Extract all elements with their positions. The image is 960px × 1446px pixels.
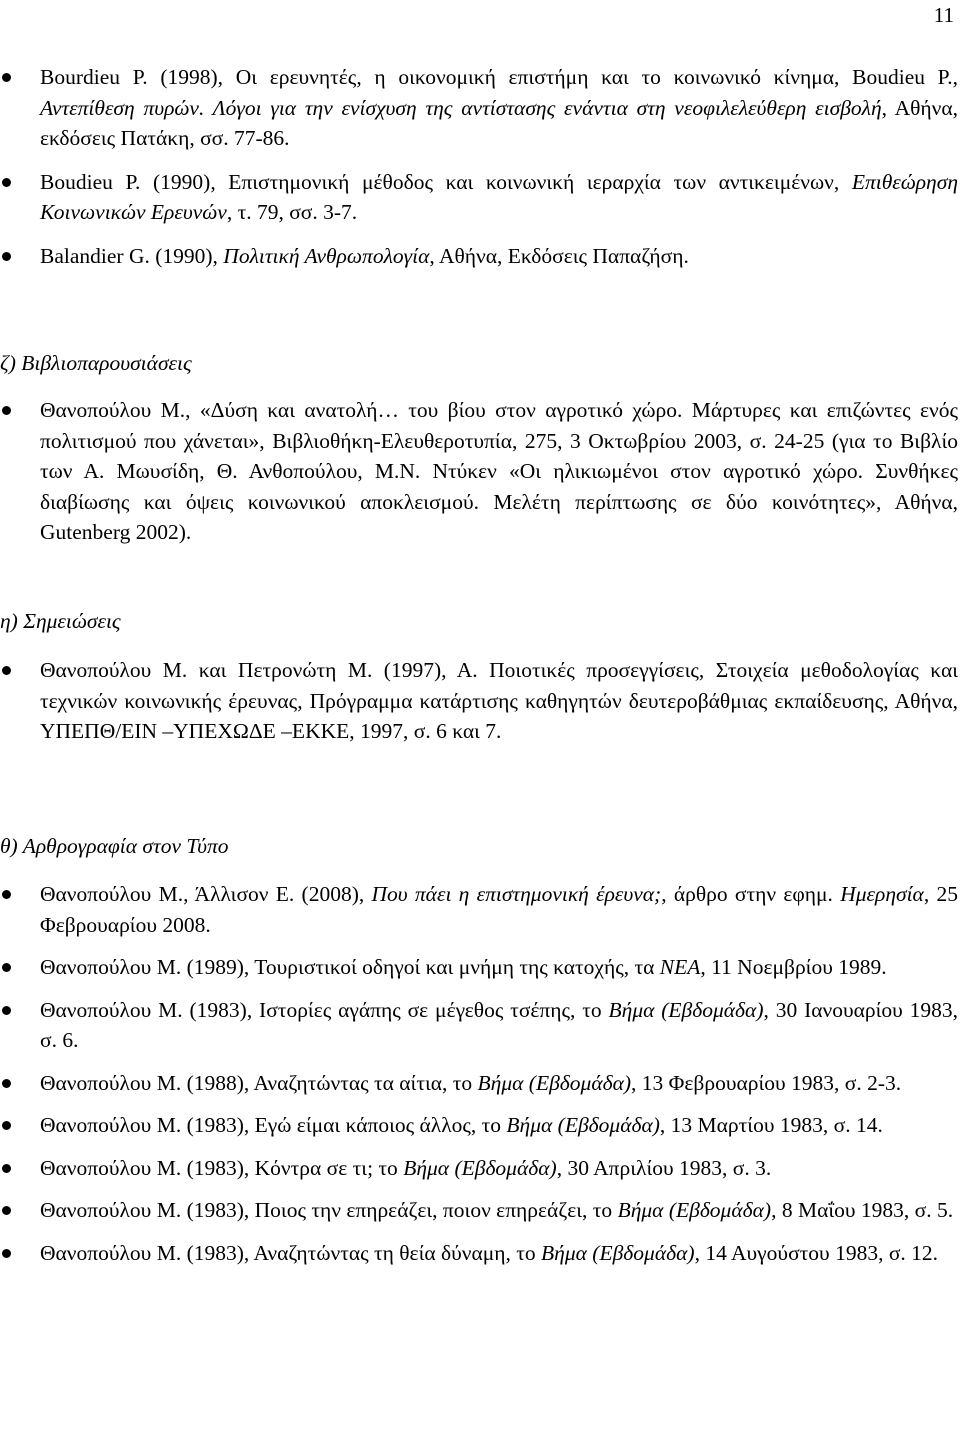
bullet-icon <box>2 1006 11 1015</box>
reference-item <box>0 1068 958 1099</box>
section-heading-notes: η) Σημειώσεις <box>0 609 121 633</box>
bullet-icon <box>2 963 11 972</box>
reference-item <box>0 1195 958 1226</box>
bullet-icon <box>2 1079 11 1088</box>
reference-text: , Αθήνα, εκδόσεις Πατάκη, σσ. 77-86. <box>40 95 959 150</box>
bullet-icon <box>2 890 11 899</box>
reference-text: , 8 Μαΐου 1983, σ. 5. <box>771 1198 954 1222</box>
page-number: 11 <box>933 3 954 27</box>
reference-list-top <box>0 62 958 271</box>
reference-italic-text: Βήμα (Εβδομάδα) <box>541 1240 695 1265</box>
reference-text: , άρθρο στην εφημ. <box>661 882 841 906</box>
reference-italic-text: Βήμα (Εβδομάδα) <box>617 1198 772 1222</box>
section-heading-press-articles: θ) Αρθρογραφία στον Τύπο <box>0 834 229 858</box>
reference-italic-text: ΝΕΑ <box>659 955 701 979</box>
reference-italic-text: Βήμα (Εβδομάδα) <box>608 997 764 1022</box>
reference-item <box>0 1153 958 1184</box>
reference-item <box>0 167 958 228</box>
bullet-icon <box>2 1121 11 1130</box>
reference-item <box>0 1238 958 1269</box>
reference-text: Θανοπούλου Μ. (1989), Τουριστικοί οδηγοί και μνήμη της κατοχής, τα <box>40 955 660 979</box>
reference-text: , τ. 79, σσ. 3-7. <box>226 200 358 224</box>
reference-text: Θανοπούλου Μ. και Πετρονώτη Μ. (1997), Α. Ποιοτικές προσεγγίσεις, Στοιχεία μεθοδολογίας και τεχνικών κοινωνικής έρευνας, Πρόγραμμα κατάρτισης καθηγητών δευτεροβάθμιας εκπαίδευσης, Αθήνα, ΥΠΕΠΘ/ΕΙΝ –ΥΠΕΧΩΔΕ –ΕΚΚΕ, 1997, σ. 6 και 7. <box>40 658 958 743</box>
reference-text: Θανοπούλου Μ. (1983), Αναζητώντας τη θεία δύναμη, το <box>40 1240 542 1265</box>
reference-italic-text: Βήμα (Εβδομάδα) <box>403 1155 557 1180</box>
reference-italic-text: Που πάει η επιστημονική έρευνα; <box>371 882 662 906</box>
reference-text: Θανοπούλου Μ. (1983), Ιστορίες αγάπης σε μέγεθος τσέπης, το <box>40 997 609 1022</box>
reference-text: , 30 Ιανουαρίου 1983, σ. 6. <box>40 997 959 1052</box>
reference-item <box>0 1110 958 1141</box>
reference-italic-text: Πολιτική Ανθρωπολογία <box>223 243 430 268</box>
reference-text: Boudieu P. (1990), Επιστημονική μέθοδος και κοινωνική ιεραρχία των αντικειμένων, <box>40 169 852 194</box>
reference-item <box>0 952 958 983</box>
reference-item <box>0 655 958 747</box>
bullet-icon <box>2 406 11 415</box>
bullet-icon <box>2 1249 11 1258</box>
reference-text: Θανοπούλου Μ. (1983), Ποιος την επηρεάζει, ποιον επηρεάζει, το <box>40 1198 618 1222</box>
reference-text: , Αθήνα, Εκδόσεις Παπαζήση. <box>429 243 689 268</box>
reference-text: , 11 Νοεμβρίου 1989. <box>700 955 887 979</box>
reference-text: , 25 Φεβρουαρίου 2008. <box>40 882 958 937</box>
bullet-icon <box>2 1206 11 1215</box>
reference-item <box>0 395 958 548</box>
reference-text: , 13 Φεβρουαρίου 1983, σ. 2-3. <box>631 1070 902 1095</box>
reference-text: , 14 Αυγούστου 1983, σ. 12. <box>694 1240 939 1265</box>
reference-list-notes <box>0 655 958 747</box>
bullet-icon <box>2 666 11 675</box>
reference-item <box>0 62 958 154</box>
reference-text: Balandier G. (1990), <box>40 243 224 268</box>
reference-italic-text: Ημερησία <box>840 882 924 906</box>
reference-italic-text: Επιθεώρηση Κοινωνικών Ερευνών <box>40 169 958 224</box>
bullet-icon <box>2 252 11 261</box>
reference-italic-text: Αντεπίθεση πυρών. Λόγοι για την ενίσχυση της αντίστασης ενάντια στη νεοφιλελεύθερη εισβολή <box>40 95 882 120</box>
bullet-icon <box>2 178 11 187</box>
reference-list-press-articles <box>0 879 958 1268</box>
bullet-icon <box>2 1164 11 1173</box>
section-heading-book-reviews: ζ) Βιβλιοπαρουσιάσεις <box>0 351 192 375</box>
reference-item <box>0 241 958 272</box>
reference-text: , 30 Απριλίου 1983, σ. 3. <box>556 1155 772 1180</box>
reference-italic-text: Βήμα (Εβδομάδα) <box>506 1113 660 1137</box>
reference-text: Θανοπούλου Μ., «Δύση και ανατολή… του βίου στον αγροτικό χώρο. Μάρτυρες και επιζώντες ενός πολιτισμού που χάνεται», Βιβλιοθήκη-Ελευθεροτυπία, 275, 3 Οκτωβρίου 2003, σ. 24-25 (για το Βιβλίο των Α. Μωυσίδη, Θ. Ανθοπούλου, Μ.Ν. Ντύκεν «Οι ηλικιωμένοι στον αγροτικό χώρο. Συνθήκες διαβίωσης και όψεις κοινωνικού αποκλεισμού. Μελέτη περίπτωσης σε δύο κοινότητες», Αθήνα, Gutenberg 2002). <box>40 398 958 544</box>
bullet-icon <box>2 73 11 82</box>
reference-text: , 13 Μαρτίου 1983, σ. 14. <box>659 1113 883 1137</box>
reference-italic-text: Βήμα (Εβδομάδα) <box>477 1070 632 1095</box>
reference-text: Θανοπούλου Μ. (1983), Εγώ είμαι κάποιος άλλος, το <box>40 1113 507 1137</box>
reference-item <box>0 879 958 940</box>
reference-text: Θανοπούλου Μ. (1983), Κόντρα σε τι; το <box>40 1155 404 1180</box>
reference-text: Bourdieu P. (1998), Οι ερευνητές, η οικονομική επιστήμη και το κοινωνικό κίνημα, Boudieu P., <box>40 65 958 89</box>
reference-text: Θανοπούλου Μ., Άλλισον Ε. (2008), <box>40 882 372 906</box>
reference-text: Θανοπούλου Μ. (1988), Αναζητώντας τα αίτια, το <box>40 1070 478 1095</box>
reference-list-book-reviews <box>0 395 958 548</box>
reference-item <box>0 995 958 1056</box>
